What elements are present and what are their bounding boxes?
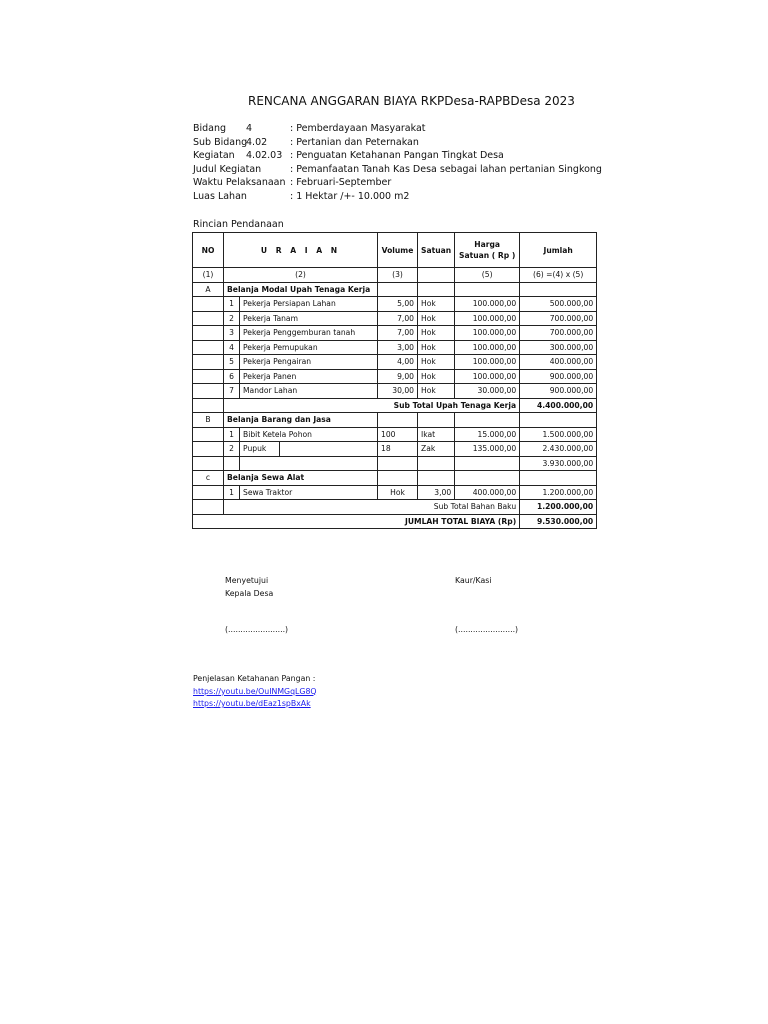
- kaur-label: Kaur/Kasi: [455, 576, 492, 585]
- item-number: 5: [224, 355, 240, 370]
- item-number: 4: [224, 340, 240, 355]
- info-code: 4.02: [246, 136, 268, 148]
- item-price: 135.000,00: [455, 442, 520, 457]
- info-code: 4: [246, 123, 253, 134]
- notes-label: Penjelasan Ketahanan Pangan :: [193, 674, 316, 683]
- table-header-row: [193, 233, 597, 268]
- item-total: 300.000,00: [520, 340, 597, 355]
- right-signature-blank: (.......................): [455, 625, 519, 634]
- index-row: [193, 268, 597, 283]
- item-volume: Hok: [378, 485, 418, 500]
- item-unit: Zak: [418, 442, 455, 457]
- info-value: : Pemberdayaan Masyarakat: [290, 123, 426, 134]
- table-row: [193, 442, 597, 457]
- info-key: Kegiatan: [193, 150, 235, 162]
- index-cell: (5): [455, 268, 520, 283]
- info-key: Sub Bidang: [193, 136, 248, 148]
- header-uraian: U R A I A N: [224, 233, 378, 268]
- item-unit: Hok: [418, 326, 455, 341]
- item-volume: 7,00: [378, 326, 418, 341]
- item-volume: 18: [378, 442, 418, 457]
- item-price: 100.000,00: [455, 311, 520, 326]
- table-row: [193, 340, 597, 355]
- item-unit: Hok: [418, 355, 455, 370]
- item-name: Bibit Ketela Pohon: [240, 427, 378, 442]
- item-name: Pekerja Pengairan: [240, 355, 378, 370]
- item-total: 1.200.000,00: [520, 485, 597, 500]
- section-b-subtotal-row: [193, 456, 597, 471]
- item-volume: 4,00: [378, 355, 418, 370]
- item-number: 7: [224, 384, 240, 399]
- document-title: RENCANA ANGGARAN BIAYA RKPDesa-RAPBDesa 2023: [248, 94, 575, 108]
- section-a-header-row: [193, 282, 597, 297]
- section-no: c: [193, 471, 224, 486]
- item-total: 1.500.000,00: [520, 427, 597, 442]
- youtube-link-1[interactable]: https://youtu.be/OuINMGqLG8Q: [193, 686, 317, 696]
- subtotal-label: Sub Total Bahan Baku: [224, 500, 520, 515]
- item-price: 100.000,00: [455, 369, 520, 384]
- header-satuan: Satuan: [418, 233, 455, 268]
- table-row: [193, 326, 597, 341]
- item-number: 3: [224, 326, 240, 341]
- table-row: [193, 355, 597, 370]
- section-b-header-row: [193, 413, 597, 428]
- item-unit: Hok: [418, 384, 455, 399]
- index-cell: [418, 268, 455, 283]
- item-unit: Ikat: [418, 427, 455, 442]
- info-code: 4.02.03: [246, 150, 283, 162]
- table-row: [193, 384, 597, 399]
- item-price: 30.000,00: [455, 384, 520, 399]
- item-total: 2.430.000,00: [520, 442, 597, 457]
- budget-table: [192, 232, 597, 529]
- item-number: 1: [224, 427, 240, 442]
- item-volume: 9,00: [378, 369, 418, 384]
- index-cell: (1): [193, 268, 224, 283]
- notes-section: [193, 673, 317, 711]
- grand-total-value: 9.530.000,00: [520, 514, 597, 529]
- section-c-subtotal-row: [193, 500, 597, 515]
- item-unit: Hok: [418, 311, 455, 326]
- item-unit: Hok: [418, 369, 455, 384]
- item-name: Pekerja Tanam: [240, 311, 378, 326]
- index-cell: (6) =(4) x (5): [520, 268, 597, 283]
- section-a-subtotal-row: [193, 398, 597, 413]
- item-price: 100.000,00: [455, 340, 520, 355]
- item-total: 700.000,00: [520, 326, 597, 341]
- grand-total-row: [193, 514, 597, 529]
- section-no: B: [193, 413, 224, 428]
- item-unit: 3,00: [418, 485, 455, 500]
- subtotal-label: Sub Total Upah Tenaga Kerja: [224, 398, 520, 413]
- item-volume: 100: [378, 427, 418, 442]
- header-jumlah: Jumlah: [520, 233, 597, 268]
- table-row: [193, 427, 597, 442]
- section-label: Belanja Barang dan Jasa: [224, 413, 378, 428]
- info-value: : Pertanian dan Peternakan: [290, 136, 419, 148]
- item-number: 2: [224, 442, 240, 457]
- item-number: 2: [224, 311, 240, 326]
- item-total: 900.000,00: [520, 384, 597, 399]
- item-volume: 5,00: [378, 297, 418, 312]
- item-name: Pekerja Pemupukan: [240, 340, 378, 355]
- header-no: NO: [193, 233, 224, 268]
- grand-total-label: JUMLAH TOTAL BIAYA (Rp): [193, 514, 520, 529]
- item-price: 100.000,00: [455, 297, 520, 312]
- item-name: Pekerja Penggemburan tanah: [240, 326, 378, 341]
- header-volume: Volume: [378, 233, 418, 268]
- info-value: : 1 Hektar /+- 10.000 m2: [290, 190, 410, 202]
- table-row: [193, 311, 597, 326]
- item-name: Pekerja Panen: [240, 369, 378, 384]
- header-harga: Harga Satuan ( Rp ): [455, 233, 520, 268]
- info-value: : Februari-September: [290, 177, 392, 189]
- left-signature-blank: (.......................): [225, 625, 289, 634]
- item-name: Sewa Traktor: [240, 485, 378, 500]
- item-total: 900.000,00: [520, 369, 597, 384]
- item-price: 100.000,00: [455, 355, 520, 370]
- subtotal-value: 1.200.000,00: [520, 500, 597, 515]
- subtotal-value: 3.930.000,00: [520, 456, 597, 471]
- index-cell: (3): [378, 268, 418, 283]
- index-cell: (2): [224, 268, 378, 283]
- item-name: Pupuk: [240, 442, 280, 457]
- item-name: Mandor Lahan: [240, 384, 378, 399]
- item-unit: Hok: [418, 340, 455, 355]
- item-price: 15.000,00: [455, 427, 520, 442]
- item-volume: 7,00: [378, 311, 418, 326]
- item-number: 1: [224, 297, 240, 312]
- rincian-heading: Rincian Pendanaan: [193, 219, 284, 230]
- info-value: : Penguatan Ketahanan Pangan Tingkat Desa: [290, 150, 504, 162]
- subtotal-value: 4.400.000,00: [520, 398, 597, 413]
- village-head-label: Kepala Desa: [225, 589, 274, 598]
- section-no: A: [193, 282, 224, 297]
- section-label: Belanja Sewa Alat: [224, 471, 378, 486]
- info-key: Luas Lahan: [193, 190, 247, 202]
- item-volume: 30,00: [378, 384, 418, 399]
- info-value: : Pemanfaatan Tanah Kas Desa sebagai lahan pertanian Singkong: [290, 163, 602, 175]
- item-number: 1: [224, 485, 240, 500]
- item-total: 500.000,00: [520, 297, 597, 312]
- info-key: Waktu Pelaksanaan: [193, 177, 286, 189]
- item-total: 700.000,00: [520, 311, 597, 326]
- info-key: Bidang: [193, 123, 227, 134]
- table-row: [193, 297, 597, 312]
- item-volume: 3,00: [378, 340, 418, 355]
- item-price: 100.000,00: [455, 326, 520, 341]
- table-row: [193, 369, 597, 384]
- section-c-header-row: [193, 471, 597, 486]
- youtube-link-2[interactable]: https://youtu.be/dEaz1spBxAk: [193, 699, 311, 708]
- approval-label: Menyetujui: [225, 576, 269, 585]
- section-label: Belanja Modal Upah Tenaga Kerja: [224, 282, 378, 297]
- item-name: Pekerja Persiapan Lahan: [240, 297, 378, 312]
- table-row: [193, 485, 597, 500]
- item-total: 400.000,00: [520, 355, 597, 370]
- item-number: 6: [224, 369, 240, 384]
- item-unit: Hok: [418, 297, 455, 312]
- item-price: 400.000,00: [455, 485, 520, 500]
- info-key: Judul Kegiatan: [193, 163, 262, 175]
